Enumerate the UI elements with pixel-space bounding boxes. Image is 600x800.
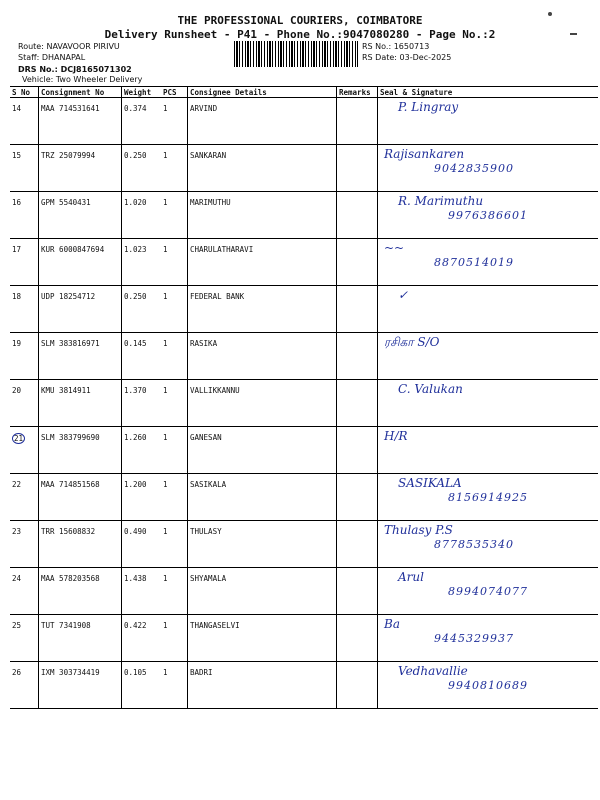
cell-consignment: TUT 7341908 [39, 615, 122, 662]
cell-weight: 0.490 [122, 521, 162, 568]
vehicle-label: Vehicle: Two Wheeler Delivery [22, 75, 143, 84]
table-row [10, 145, 598, 192]
table-header [10, 87, 598, 98]
table-row [10, 380, 598, 427]
signature-phone: 9976386601 [448, 209, 528, 222]
col-consignee: Consignee Details [188, 87, 337, 98]
signature-phone: 9042835900 [434, 162, 514, 175]
cell-remarks [337, 192, 378, 239]
cell-consignee: GANESAN [188, 427, 337, 474]
cell-weight: 0.250 [122, 286, 162, 333]
table-row [10, 521, 598, 568]
cell-consignee: THULASY [188, 521, 337, 568]
cell-consignment: MAA 714851568 [39, 474, 122, 521]
cell-weight: 0.374 [122, 98, 162, 145]
signature-handwriting: Ba [384, 617, 400, 631]
cell-weight: 1.023 [122, 239, 162, 286]
signature-handwriting: Rajisankaren [384, 147, 465, 161]
col-weight: Weight [122, 87, 162, 98]
cell-weight: 0.145 [122, 333, 162, 380]
cell-pcs: 1 [161, 286, 188, 333]
cell-pcs: 1 [161, 98, 188, 145]
cell-consignment: MAA 714531641 [39, 98, 122, 145]
cell-remarks [337, 380, 378, 427]
signature-handwriting: ~~ [384, 241, 405, 255]
cell-weight: 0.422 [122, 615, 162, 662]
signature-handwriting: Vedhavallie [398, 664, 468, 678]
cell-weight: 1.020 [122, 192, 162, 239]
scan-mark-dash [570, 33, 577, 35]
barcode-image [234, 41, 358, 67]
cell-signature [378, 662, 599, 709]
signature-handwriting: ✓ [398, 288, 409, 302]
cell-consignment: SLM 383799690 [39, 427, 122, 474]
cell-weight: 1.200 [122, 474, 162, 521]
cell-signature [378, 98, 599, 145]
cell-remarks [337, 239, 378, 286]
cell-sno: 22 [10, 474, 39, 521]
cell-consignment: TRZ 25079994 [39, 145, 122, 192]
cell-consignee: SANKARAN [188, 145, 337, 192]
cell-remarks [337, 521, 378, 568]
cell-consignee: ARVIND [188, 98, 337, 145]
cell-weight: 1.370 [122, 380, 162, 427]
signature-handwriting: C. Valukan [398, 382, 463, 396]
scan-mark [548, 12, 552, 16]
cell-consignee: FEDERAL BANK [188, 286, 337, 333]
cell-sno [10, 427, 39, 474]
table-row [10, 427, 598, 474]
table-row [10, 615, 598, 662]
cell-weight: 1.260 [122, 427, 162, 474]
table-row [10, 192, 598, 239]
cell-signature [378, 145, 599, 192]
table-row [10, 98, 598, 145]
signature-handwriting: Arul [398, 570, 424, 584]
cell-remarks [337, 98, 378, 145]
staff-label: Staff: DHANAPAL [18, 53, 86, 62]
cell-signature [378, 380, 599, 427]
cell-consignee: RASIKA [188, 333, 337, 380]
cell-consignment: UDP 18254712 [39, 286, 122, 333]
table-row [10, 286, 598, 333]
runsheet-subtitle: Delivery Runsheet - P41 - Phone No.:9047080280 - Page No.:2 [104, 28, 496, 41]
cell-consignment: GPM 5540431 [39, 192, 122, 239]
cell-signature [378, 333, 599, 380]
cell-signature [378, 568, 599, 615]
cell-signature [378, 239, 599, 286]
cell-pcs: 1 [161, 615, 188, 662]
cell-sno: 16 [10, 192, 39, 239]
cell-weight: 1.438 [122, 568, 162, 615]
cell-consignee: BADRI [188, 662, 337, 709]
cell-remarks [337, 474, 378, 521]
cell-remarks [337, 615, 378, 662]
cell-consignment: KMU 3814911 [39, 380, 122, 427]
cell-consignment: KUR 6000847694 [39, 239, 122, 286]
signature-handwriting: R. Marimuthu [398, 194, 484, 208]
cell-sno: 14 [10, 98, 39, 145]
cell-remarks [337, 333, 378, 380]
cell-remarks [337, 286, 378, 333]
cell-sno: 25 [10, 615, 39, 662]
cell-weight: 0.250 [122, 145, 162, 192]
cell-pcs: 1 [161, 380, 188, 427]
cell-sno: 15 [10, 145, 39, 192]
cell-remarks [337, 662, 378, 709]
signature-phone: 8778535340 [434, 538, 514, 551]
route-label: Route: NAVAVOOR PIRIVU [18, 42, 120, 51]
table-row [10, 239, 598, 286]
cell-remarks [337, 427, 378, 474]
table-row [10, 662, 598, 709]
cell-consignment: MAA 578203568 [39, 568, 122, 615]
cell-consignee: SASIKALA [188, 474, 337, 521]
cell-pcs: 1 [161, 192, 188, 239]
cell-consignment: TRR 15608832 [39, 521, 122, 568]
cell-consignment: IXM 303734419 [39, 662, 122, 709]
cell-sno: 24 [10, 568, 39, 615]
cell-signature [378, 615, 599, 662]
cell-remarks [337, 145, 378, 192]
runsheet-table [10, 86, 598, 709]
cell-pcs: 1 [161, 145, 188, 192]
drs-number: DRS No.: DCJ8165071302 [18, 65, 132, 74]
cell-sno: 23 [10, 521, 39, 568]
cell-signature [378, 192, 599, 239]
cell-consignee: THANGASELVI [188, 615, 337, 662]
col-seal-signature: Seal & Signature [378, 87, 599, 98]
cell-weight: 0.105 [122, 662, 162, 709]
rs-date: RS Date: 03-Dec-2025 [362, 53, 452, 62]
cell-sno: 17 [10, 239, 39, 286]
col-remarks: Remarks [337, 87, 378, 98]
cell-sno: 19 [10, 333, 39, 380]
cell-signature [378, 474, 599, 521]
signature-handwriting: ரசிகா S/O [384, 335, 440, 349]
col-sno: S No [10, 87, 39, 98]
cell-sno: 26 [10, 662, 39, 709]
table-row [10, 474, 598, 521]
cell-consignee: VALLIKKANNU [188, 380, 337, 427]
cell-pcs: 1 [161, 427, 188, 474]
cell-sno: 20 [10, 380, 39, 427]
table-row [10, 333, 598, 380]
cell-consignee: CHARULATHARAVI [188, 239, 337, 286]
signature-handwriting: P. Lingray [398, 100, 459, 114]
signature-handwriting: Thulasy P.S [384, 523, 453, 537]
cell-pcs: 1 [161, 662, 188, 709]
col-pcs: PCS [161, 87, 188, 98]
company-title: THE PROFESSIONAL COURIERS, COIMBATORE [177, 14, 423, 27]
cell-consignee: MARIMUTHU [188, 192, 337, 239]
cell-signature [378, 286, 599, 333]
signature-phone: 8870514019 [434, 256, 514, 269]
signature-phone: 9940810689 [448, 679, 528, 692]
cell-signature [378, 521, 599, 568]
cell-consignment: SLM 383816971 [39, 333, 122, 380]
rs-number: RS No.: 1650713 [362, 42, 430, 51]
circled-sno: 21 [14, 434, 24, 443]
cell-pcs: 1 [161, 333, 188, 380]
signature-handwriting: H/R [384, 429, 408, 443]
cell-sno: 18 [10, 286, 39, 333]
cell-pcs: 1 [161, 568, 188, 615]
cell-signature [378, 427, 599, 474]
cell-remarks [337, 568, 378, 615]
cell-consignee: SHYAMALA [188, 568, 337, 615]
cell-pcs: 1 [161, 239, 188, 286]
col-consignment: Consignment No [39, 87, 122, 98]
signature-phone: 9445329937 [434, 632, 514, 645]
signature-phone: 8994074077 [448, 585, 528, 598]
table-row [10, 568, 598, 615]
signature-handwriting: SASIKALA [398, 476, 462, 490]
signature-phone: 8156914925 [448, 491, 528, 504]
cell-pcs: 1 [161, 521, 188, 568]
cell-pcs: 1 [161, 474, 188, 521]
